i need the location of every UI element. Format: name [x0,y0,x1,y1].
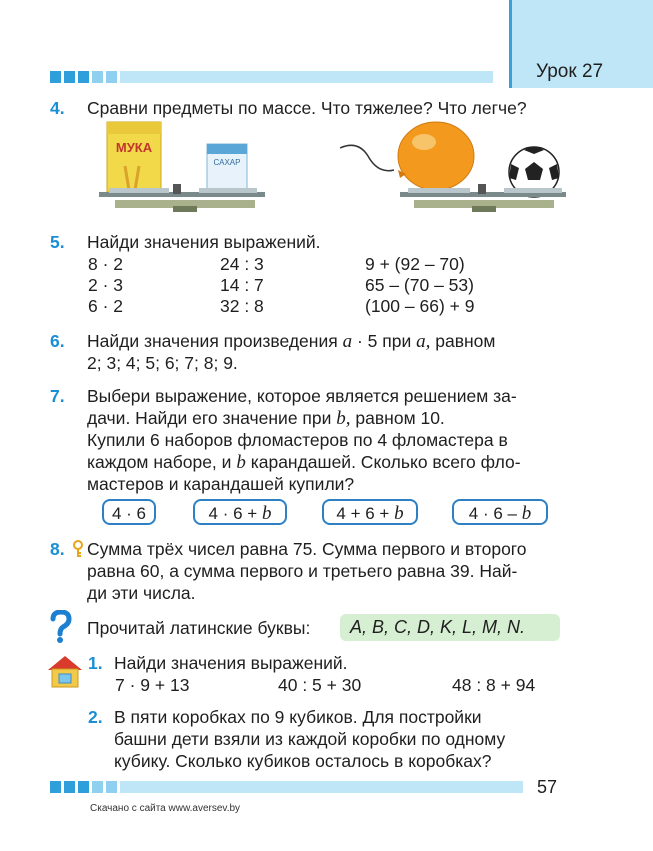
expression: 40 : 5 + 30 [278,675,362,695]
task-number: 4. [50,98,65,118]
expression: 2 · 3 [88,275,124,295]
variable-b: b [521,503,532,524]
sugar-label: САХАР [213,158,241,167]
task-text-line: Найди значения произведения a · 5 при a, равном [87,331,496,352]
choice-option[interactable]: 4 · 6 [102,499,156,525]
expression: 14 : 7 [220,275,264,295]
house-icon [46,653,84,689]
question-mark-icon [48,610,74,644]
task-text-line: 2; 3; 4; 5; 6; 7; 8; 9. [87,353,238,373]
expression: 6 · 2 [88,296,124,316]
task-text-line: кубику. Сколько кубиков осталось в коробках? [114,751,492,771]
expression: 7 · 9 + 13 [115,675,190,695]
task-text-line: Сумма трёх чисел равна 75. Сумма первого и второго [87,539,527,559]
source-note: Скачано с сайта www.aversev.by [90,803,241,814]
task-5-expressions [88,254,538,320]
expression: 8 · 2 [88,254,124,274]
homework-task-2 [88,707,568,773]
variable-b: b [236,452,246,473]
expression: 65 – (70 – 53) [365,275,474,295]
task-text-line: дачи. Найди его значение при b, равном 10. [87,408,445,429]
choice-option[interactable]: 4 · 6 – b [452,499,548,525]
task-text: Сравни предметы по массе. Что тяжелее? Что легче? [87,98,527,118]
task-text: Найди значения выражений. [87,232,321,252]
variable-b: b [261,503,272,524]
lesson-title: Урок 27 [536,61,604,82]
task-number: 6. [50,331,65,351]
task-6 [50,330,572,374]
expression: (100 – 66) + 9 [365,296,475,316]
task-number: 1. [88,653,103,673]
expression: 24 : 3 [220,254,264,274]
task-number: 5. [50,232,65,252]
expression-choices [102,499,558,525]
task-8 [50,538,572,604]
task-text-line: башни дети взяли из каждой коробки по одному [114,729,506,749]
variable-b: b [394,503,404,524]
task-text-line: равна 60, а сумма первого и третьего равна 39. Най- [87,561,518,581]
choice-option[interactable]: 4 + 6 + b [322,499,418,525]
latin-letters: A, B, C, D, K, L, M, N. [340,614,560,641]
task-text-line: ди эти числа. [87,583,196,603]
expression: 32 : 8 [220,296,264,316]
page-number: 57 [537,777,558,797]
task-text-line: Купили 6 наборов фломастеров по 4 фломастера в [87,430,508,450]
task-text-line: В пяти коробках по 9 кубиков. Для постройки [114,707,482,727]
task-text: Найди значения выражений. [114,653,348,673]
scale-balloon-ball-illustration [338,118,570,214]
expression: 9 + (92 – 70) [365,254,465,274]
variable-b: b, [336,408,351,429]
task-5 [50,231,572,253]
header-bar [50,71,493,83]
expression: 48 : 8 + 94 [452,675,536,695]
task-text-line: каждом наборе, и b карандашей. Сколько всего фло- [87,452,521,473]
task-number: 8. [50,539,65,559]
key-icon [72,540,84,558]
task-4 [50,97,572,119]
variable-a: a, [416,331,431,352]
variable-a: a [342,331,353,352]
task-number: 2. [88,707,103,727]
choice-option[interactable]: 4 · 6 + b [193,499,287,525]
scale-flour-sugar-illustration [95,118,275,214]
task-text-line: мастеров и карандашей купили? [87,474,355,494]
flour-label: МУКА [115,140,153,155]
task-text-line: Выбери выражение, которое является решением за- [87,386,517,406]
homework-task-1 [88,653,568,699]
task-7 [50,385,572,495]
task-number: 7. [50,386,65,406]
question-text: Прочитай латинские буквы: [87,618,311,638]
footer-bar [50,781,523,793]
